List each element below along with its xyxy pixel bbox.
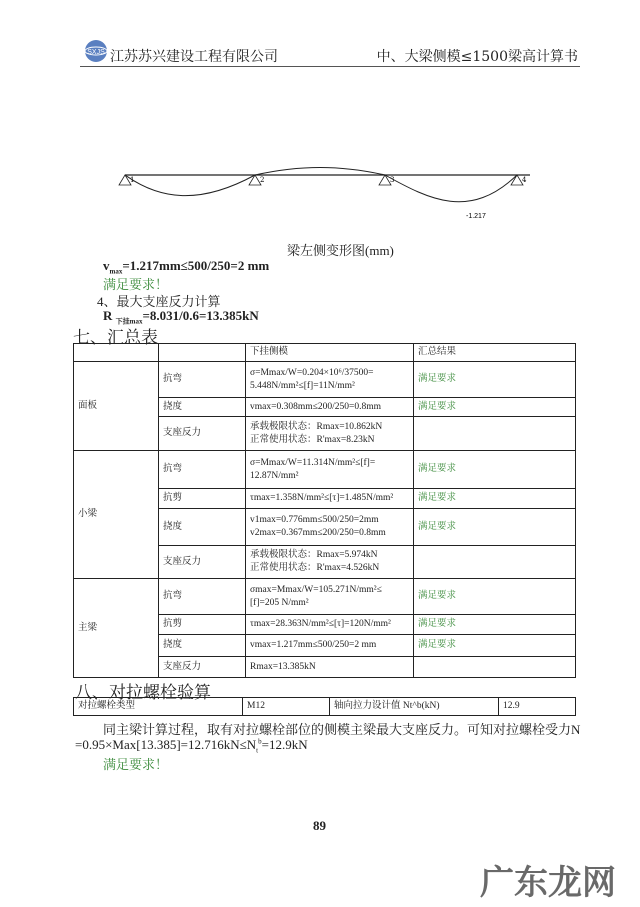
watermark: 广东龙网 [480, 863, 616, 903]
calc-cell [246, 635, 414, 657]
calc-line: σ=Mmax/W=11.314N/mm²≤[f]= [250, 457, 376, 468]
result-cell: 满足要求 [414, 635, 576, 657]
result-cell: 满足要求 [414, 579, 576, 615]
result-cell: 满足要求 [414, 489, 576, 509]
node-label: 2 [260, 176, 265, 184]
section-8-heading: 八、对拉螺栓验算 [75, 683, 211, 703]
check-item: 挠度 [159, 398, 246, 417]
section-7-heading: 七、汇总表 [73, 328, 158, 348]
calc-line: τmax=28.363N/mm²≤[τ]=120N/mm² [250, 619, 391, 629]
max-deflection-label: -1.217 [466, 213, 486, 220]
check-item: 支座反力 [159, 417, 246, 451]
calc-cell [246, 417, 414, 451]
check-item: 抗弯 [159, 579, 246, 615]
calc-line: v2max=0.367mm≤200/250=0.8mm [250, 528, 386, 538]
table-row [74, 362, 576, 398]
node-label: 4 [522, 176, 527, 184]
calc-cell [246, 451, 414, 489]
page-number: 89 [313, 818, 326, 833]
calc-cell [246, 657, 414, 678]
check-item: 挠度 [159, 509, 246, 546]
calc-line: σmax=Mmax/W=105.271N/mm²≤ [250, 584, 382, 595]
check-item: 抗剪 [159, 489, 246, 509]
deformation-diagram [100, 160, 560, 230]
column-header: 汇总结果 [414, 344, 576, 362]
bolt-table [73, 697, 576, 716]
calc-line: 正常使用状态：R'max=8.23kN [250, 434, 375, 445]
result-cell [414, 417, 576, 451]
table-row [74, 451, 576, 489]
calc-cell [246, 509, 414, 546]
result-cell: 满足要求 [414, 451, 576, 489]
result-cell: 满足要求 [414, 362, 576, 398]
result-cell [414, 546, 576, 579]
ok-text: 满足要求！ [103, 277, 169, 292]
check-item: 支座反力 [159, 657, 246, 678]
calc-line: 承载极限状态：Rmax=10.862kN [250, 421, 383, 432]
diagram-caption: 梁左侧变形图(mm) [287, 243, 394, 258]
column-header [159, 344, 246, 362]
check-item: 抗剪 [159, 615, 246, 635]
check-item: 抗弯 [159, 362, 246, 398]
vmax-check: $v_{max}=1.217mm\le 500/250=2$ mm [103, 258, 270, 276]
calc-line: [f]=205 N/mm² [250, 597, 309, 608]
bolt-paragraph-line2: $=0.95\times Max[13.385]=12.716kN\le N_t^b=12.9kN$ [75, 737, 308, 755]
company-logo-icon [82, 38, 110, 64]
bolt-type-label: 对拉螺栓类型 [74, 698, 243, 716]
document-title: 中、大梁侧模≤1500梁高计算书 [376, 49, 578, 65]
calc-line: 5.448N/mm²≤[f]=11N/mm² [250, 380, 355, 391]
calc-line: 承载极限状态：Rmax=5.974kN [250, 550, 378, 560]
reaction-calc: R $_{下挂max}$=8.031/0.6=13.385kN [103, 308, 259, 326]
table-row [74, 579, 576, 615]
bolt-force-value: 12.9 [499, 698, 576, 716]
calc-line: σ=Mmax/W=0.204×10⁶/37500= [250, 367, 374, 378]
bolt-force-label: 轴向拉力设计值 Nt^b(kN) [330, 698, 499, 716]
group-name: 面板 [74, 362, 159, 451]
calc-cell [246, 398, 414, 417]
calc-line: 12.87N/mm² [250, 470, 299, 481]
calc-line: 正常使用状态：R'max=4.526kN [250, 563, 380, 573]
calc-line: τmax=1.358N/mm²≤[τ]=1.485N/mm² [250, 493, 394, 503]
group-name: 主梁 [74, 579, 159, 678]
result-cell: 满足要求 [414, 509, 576, 546]
calc-line: v1max=0.776mm≤500/250=2mm [250, 515, 379, 525]
calc-line: vmax=0.308mm≤200/250=0.8mm [250, 401, 381, 412]
table-header-row [74, 344, 576, 362]
calc-cell [246, 615, 414, 635]
company-name: 江苏苏兴建设工程有限公司 [110, 49, 278, 65]
node-label: 3 [390, 176, 395, 184]
result-cell: 满足要求 [414, 615, 576, 635]
check-item: 抗弯 [159, 451, 246, 489]
column-header [74, 344, 159, 362]
header-rule [80, 66, 580, 67]
calc-cell [246, 546, 414, 579]
check-item: 支座反力 [159, 546, 246, 579]
result-cell [414, 657, 576, 678]
calc-cell [246, 362, 414, 398]
section-4-heading: 4、最大支座反力计算 [97, 294, 221, 309]
calc-cell [246, 579, 414, 615]
bolt-type-value: M12 [243, 698, 330, 716]
calc-line: vmax=1.217mm≤500/250=2 mm [250, 640, 377, 650]
column-header: 下挂侧模 [246, 344, 414, 362]
summary-table [73, 343, 576, 678]
result-cell: 满足要求 [414, 398, 576, 417]
check-item: 挠度 [159, 635, 246, 657]
node-label: 1 [130, 176, 135, 184]
ok-text: 满足要求！ [103, 757, 169, 772]
svg-text:SXJS: SXJS [87, 49, 105, 56]
bolt-paragraph-line1: 同主梁计算过程，取有对拉螺栓部位的侧模主梁最大支座反力。可知对拉螺栓受力N [103, 722, 581, 737]
group-name: 小梁 [74, 451, 159, 579]
calc-line: Rmax=13.385kN [250, 661, 316, 672]
calc-cell [246, 489, 414, 509]
